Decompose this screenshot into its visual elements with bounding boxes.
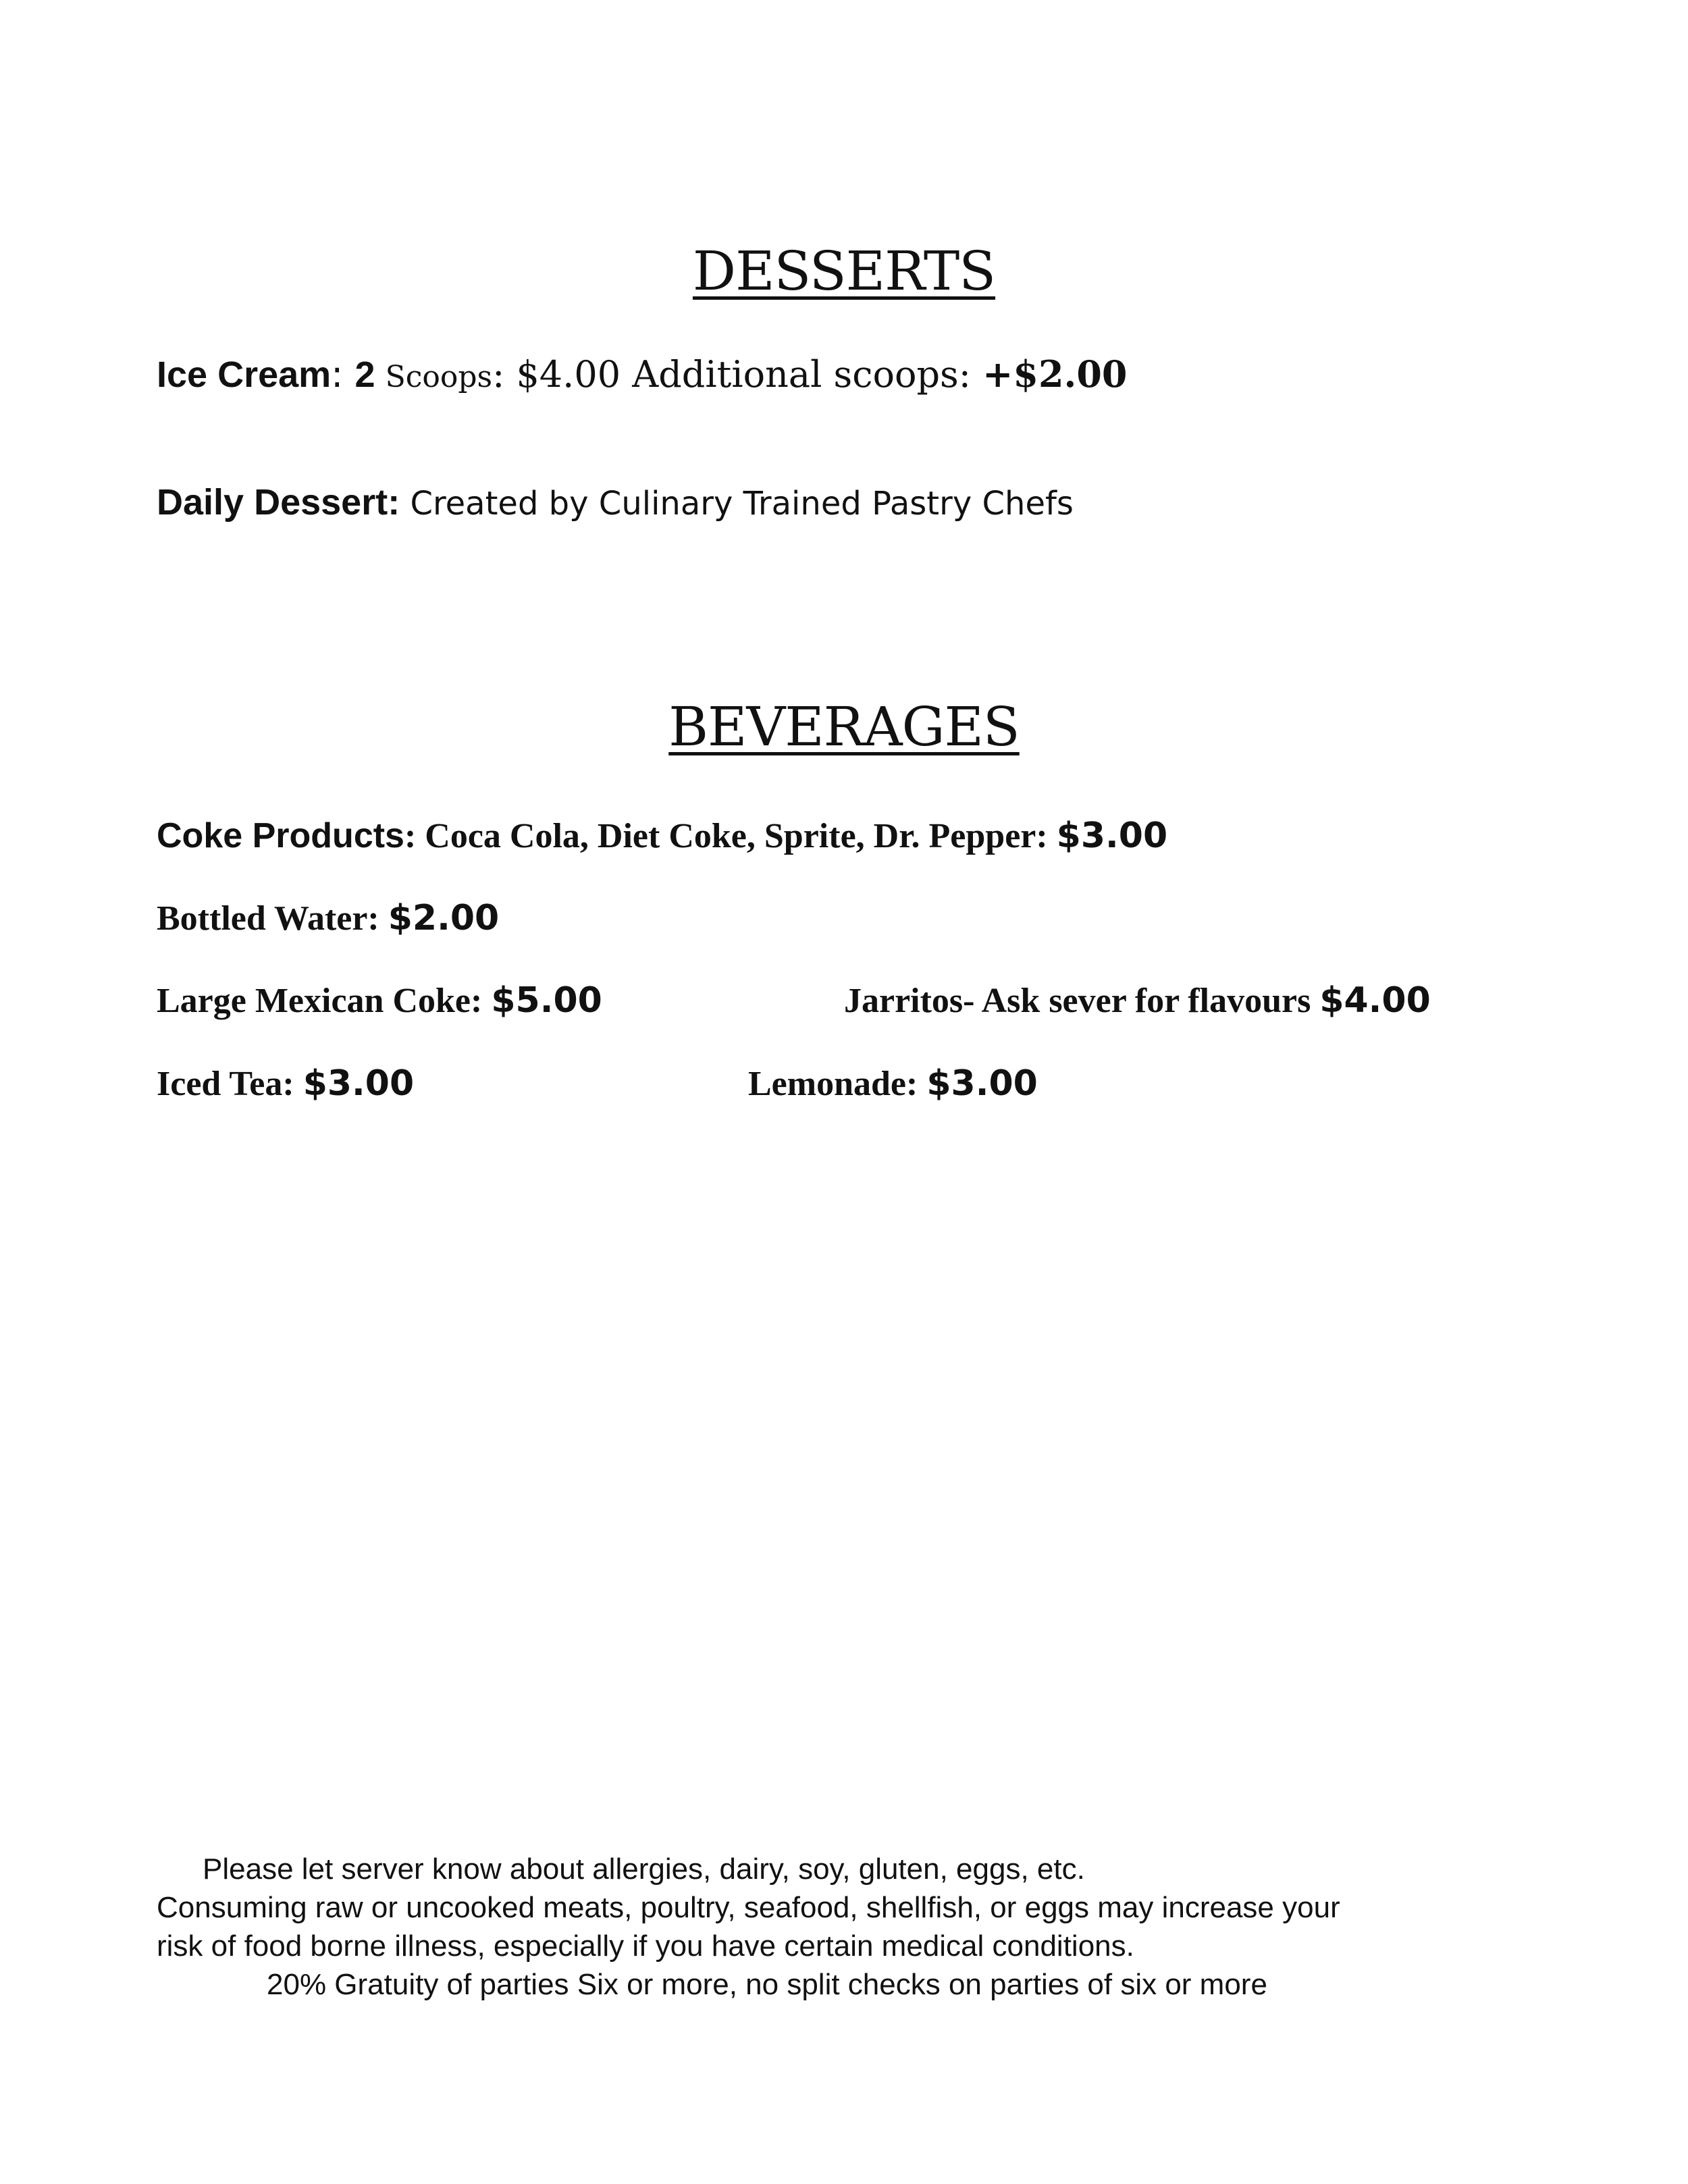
daily-dessert-description: Created by Culinary Trained Pastry Chefs: [400, 485, 1074, 523]
ice-cream-count: 2: [354, 354, 386, 395]
desserts-heading: DESSERTS: [692, 240, 996, 302]
bottled-water-label: Bottled Water:: [157, 899, 388, 938]
daily-dessert-item: [157, 481, 1074, 523]
ice-cream-price: $4.00: [516, 353, 621, 396]
lemonade-label: Lemonade:: [748, 1065, 927, 1103]
allergy-note: Please let server know about allergies, dairy, soy, gluten, eggs, etc.: [203, 1853, 1085, 1886]
ice-cream-item: [157, 352, 1127, 396]
iced-tea-label: Iced Tea:: [157, 1065, 303, 1103]
ice-cream-scoops-word: Scoops: [385, 360, 493, 394]
iced-tea-price: $3.00: [302, 1063, 415, 1104]
beverages-heading: BEVERAGES: [668, 695, 1020, 758]
coke-products-label: Coke Products: [157, 816, 404, 855]
ice-cream-additional-label: Additional scoops:: [621, 353, 983, 396]
mexican-coke-label: Large Mexican Coke:: [157, 982, 492, 1020]
lemonade-item: [748, 1063, 1038, 1104]
food-safety-note-line2: risk of food borne illness, especially if you have certain medical conditions.: [157, 1929, 1134, 1963]
ice-cream-colon: :: [331, 353, 355, 396]
gratuity-note: 20% Gratuity of parties Six or more, no split checks on parties of six or more: [267, 1968, 1267, 2001]
jarritos-price: $4.00: [1319, 980, 1431, 1021]
ice-cream-additional-price: +$2.00: [982, 352, 1128, 396]
mexican-coke-item: [157, 980, 602, 1021]
lemonade-price: $3.00: [926, 1063, 1038, 1104]
bottled-water-price: $2.00: [388, 898, 500, 938]
coke-products-price: $3.00: [1056, 816, 1168, 856]
daily-dessert-label: Daily Dessert:: [157, 482, 400, 523]
jarritos-label: Jarritos- Ask sever for flavours: [844, 982, 1320, 1020]
ice-cream-scoops-colon: :: [492, 353, 517, 396]
ice-cream-label: Ice Cream: [157, 354, 332, 395]
jarritos-item: [844, 980, 1431, 1021]
food-safety-note-line1: Consuming raw or uncooked meats, poultry, seafood, shellfish, or eggs may increase your: [157, 1891, 1340, 1924]
bottled-water-item: [157, 898, 499, 938]
coke-products-item: [157, 816, 1167, 856]
iced-tea-item: [157, 1063, 414, 1104]
coke-products-list: : Coca Cola, Diet Coke, Sprite, Dr. Pepper:: [404, 817, 1057, 855]
mexican-coke-price: $5.00: [491, 980, 602, 1021]
